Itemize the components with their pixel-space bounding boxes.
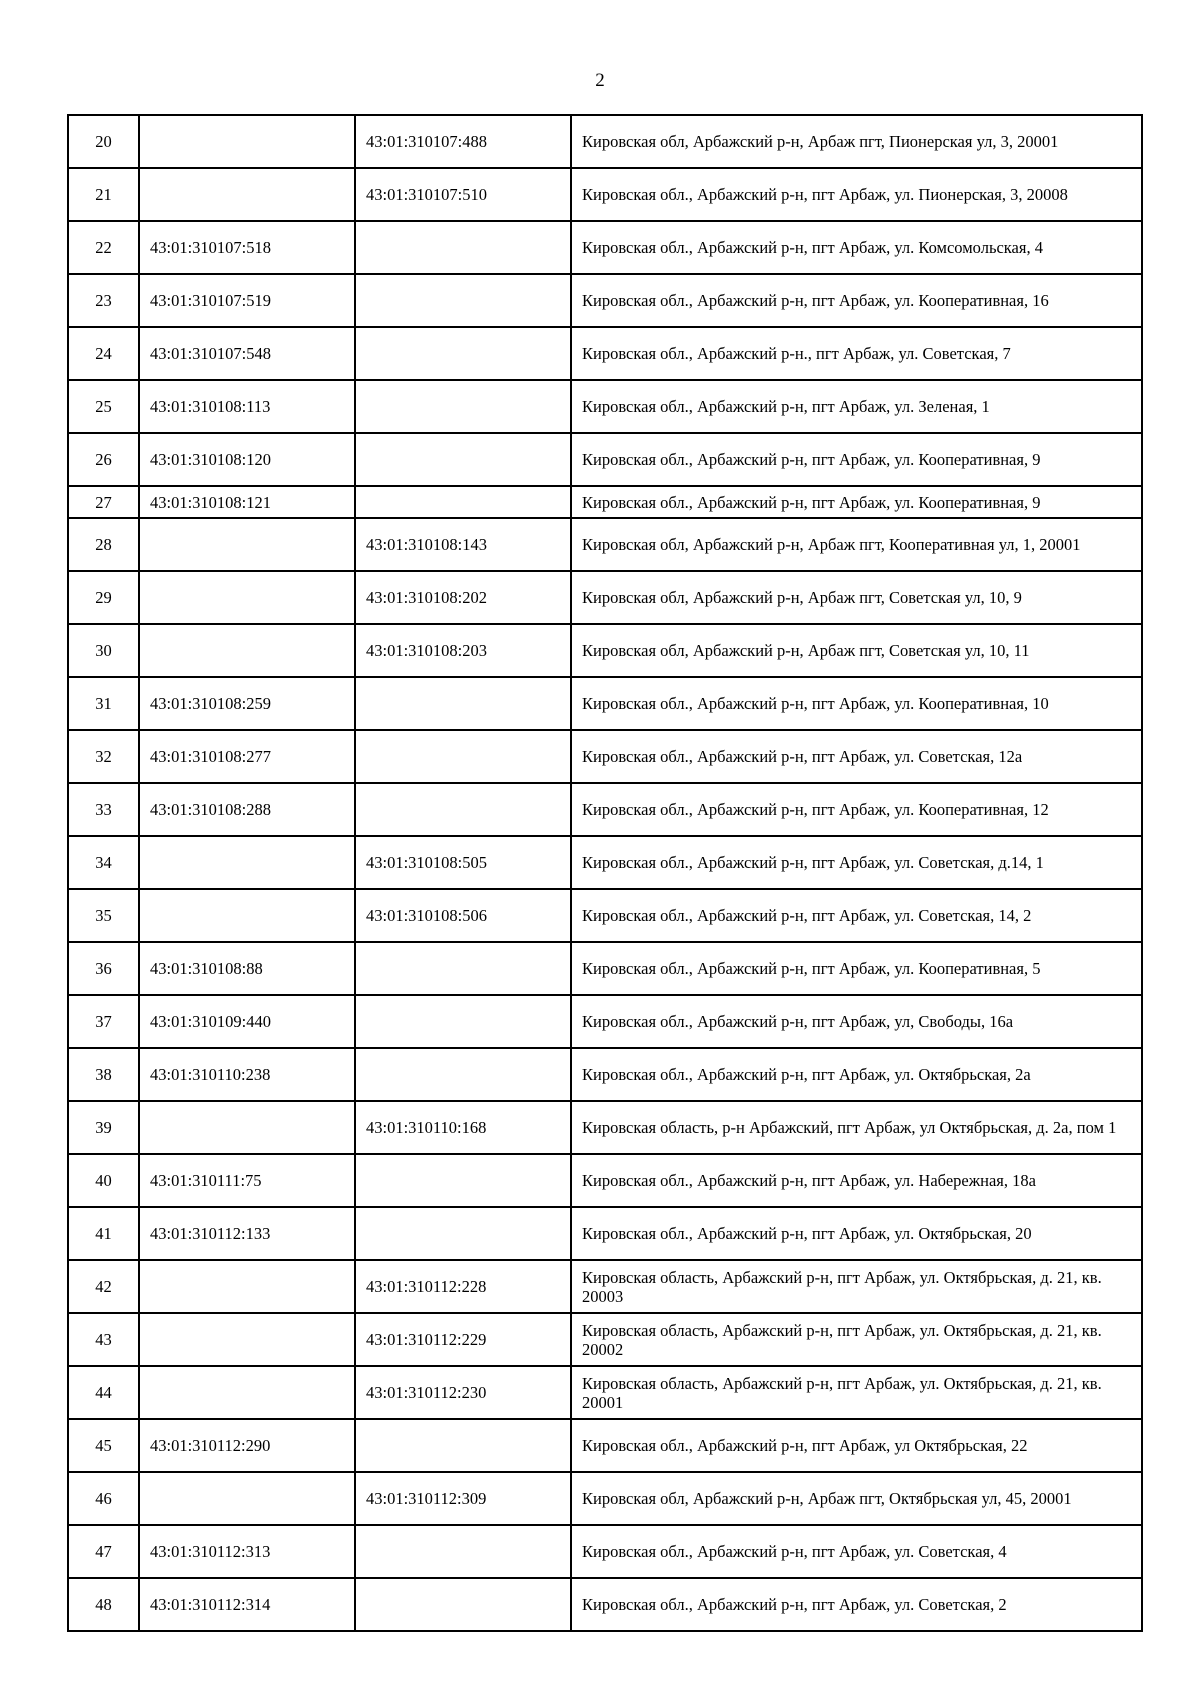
cadastral-land-number	[139, 1313, 355, 1366]
table-row	[68, 486, 1142, 518]
table-row	[68, 168, 1142, 221]
cadastral-land-number	[139, 624, 355, 677]
cadastral-object-number	[355, 1207, 571, 1260]
cadastral-object-number	[355, 1048, 571, 1101]
row-number: 43	[68, 1313, 139, 1366]
cadastral-land-number	[139, 889, 355, 942]
address-cell: Кировская обл., Арбажский р-н, пгт Арбаж, ул. Советская, д.14, 1	[571, 836, 1142, 889]
row-number: 32	[68, 730, 139, 783]
row-number: 36	[68, 942, 139, 995]
table-row	[68, 327, 1142, 380]
cadastral-object-number	[355, 274, 571, 327]
cadastral-object-number	[355, 677, 571, 730]
cadastral-object-number	[355, 1419, 571, 1472]
address-cell: Кировская обл., Арбажский р-н, пгт Арбаж, ул. Кооперативная, 9	[571, 486, 1142, 518]
row-number: 31	[68, 677, 139, 730]
cadastral-object-number	[355, 486, 571, 518]
row-number: 40	[68, 1154, 139, 1207]
table-row	[68, 836, 1142, 889]
cadastral-land-number	[139, 1260, 355, 1313]
registry-table	[67, 114, 1143, 1632]
cadastral-object-number	[355, 730, 571, 783]
address-cell: Кировская обл., Арбажский р-н, пгт Арбаж, ул. Кооперативная, 12	[571, 783, 1142, 836]
row-number: 41	[68, 1207, 139, 1260]
cadastral-object-number: 43:01:310107:510	[355, 168, 571, 221]
row-number: 48	[68, 1578, 139, 1631]
cadastral-object-number: 43:01:310108:202	[355, 571, 571, 624]
cadastral-land-number: 43:01:310107:548	[139, 327, 355, 380]
table-row	[68, 433, 1142, 486]
cadastral-land-number: 43:01:310108:88	[139, 942, 355, 995]
address-cell: Кировская обл., Арбажский р-н, пгт Арбаж, ул. Советская, 14, 2	[571, 889, 1142, 942]
cadastral-land-number: 43:01:310112:313	[139, 1525, 355, 1578]
table-row	[68, 1101, 1142, 1154]
cadastral-object-number: 43:01:310110:168	[355, 1101, 571, 1154]
cadastral-land-number: 43:01:310108:120	[139, 433, 355, 486]
cadastral-land-number: 43:01:310111:75	[139, 1154, 355, 1207]
table-row	[68, 518, 1142, 571]
table-row	[68, 1525, 1142, 1578]
table-row	[68, 624, 1142, 677]
row-number: 20	[68, 115, 139, 168]
row-number: 34	[68, 836, 139, 889]
cadastral-land-number	[139, 1472, 355, 1525]
table-row	[68, 995, 1142, 1048]
cadastral-object-number: 43:01:310112:230	[355, 1366, 571, 1419]
address-cell: Кировская обл., Арбажский р-н, пгт Арбаж, ул. Пионерская, 3, 20008	[571, 168, 1142, 221]
address-cell: Кировская обл., Арбажский р-н, пгт Арбаж, ул. Зеленая, 1	[571, 380, 1142, 433]
address-cell: Кировская обл, Арбажский р-н, Арбаж пгт, Пионерская ул, 3, 20001	[571, 115, 1142, 168]
address-cell: Кировская обл., Арбажский р-н, пгт Арбаж, ул. Кооперативная, 5	[571, 942, 1142, 995]
row-number: 27	[68, 486, 139, 518]
address-cell: Кировская область, Арбажский р-н, пгт Арбаж, ул. Октябрьская, д. 21, кв. 20002	[571, 1313, 1142, 1366]
cadastral-object-number	[355, 942, 571, 995]
row-number: 39	[68, 1101, 139, 1154]
table-row	[68, 730, 1142, 783]
address-cell: Кировская обл, Арбажский р-н, Арбаж пгт, Советская ул, 10, 11	[571, 624, 1142, 677]
row-number: 46	[68, 1472, 139, 1525]
row-number: 29	[68, 571, 139, 624]
cadastral-object-number: 43:01:310112:229	[355, 1313, 571, 1366]
cadastral-land-number: 43:01:310112:290	[139, 1419, 355, 1472]
address-cell: Кировская обл., Арбажский р-н, пгт Арбаж, ул. Советская, 12а	[571, 730, 1142, 783]
address-cell: Кировская обл., Арбажский р-н, пгт Арбаж, ул. Комсомольская, 4	[571, 221, 1142, 274]
table-row	[68, 571, 1142, 624]
cadastral-land-number: 43:01:310108:259	[139, 677, 355, 730]
address-cell: Кировская обл, Арбажский р-н, Арбаж пгт, Кооперативная ул, 1, 20001	[571, 518, 1142, 571]
table-row	[68, 274, 1142, 327]
cadastral-object-number	[355, 1154, 571, 1207]
table-row	[68, 1154, 1142, 1207]
cadastral-object-number: 43:01:310107:488	[355, 115, 571, 168]
cadastral-object-number	[355, 1578, 571, 1631]
row-number: 37	[68, 995, 139, 1048]
cadastral-land-number	[139, 168, 355, 221]
cadastral-land-number	[139, 115, 355, 168]
row-number: 28	[68, 518, 139, 571]
cadastral-object-number: 43:01:310108:505	[355, 836, 571, 889]
address-cell: Кировская обл, Арбажский р-н, Арбаж пгт, Советская ул, 10, 9	[571, 571, 1142, 624]
address-cell: Кировская область, Арбажский р-н, пгт Арбаж, ул. Октябрьская, д. 21, кв. 20001	[571, 1366, 1142, 1419]
table-row	[68, 221, 1142, 274]
row-number: 38	[68, 1048, 139, 1101]
address-cell: Кировская обл., Арбажский р-н, пгт Арбаж, ул. Кооперативная, 9	[571, 433, 1142, 486]
address-cell: Кировская область, Арбажский р-н, пгт Арбаж, ул. Октябрьская, д. 21, кв. 20003	[571, 1260, 1142, 1313]
address-cell: Кировская обл., Арбажский р-н, пгт Арбаж, ул. Кооперативная, 16	[571, 274, 1142, 327]
cadastral-object-number	[355, 783, 571, 836]
cadastral-object-number	[355, 327, 571, 380]
address-cell: Кировская обл, Арбажский р-н, Арбаж пгт, Октябрьская ул, 45, 20001	[571, 1472, 1142, 1525]
row-number: 44	[68, 1366, 139, 1419]
cadastral-object-number	[355, 380, 571, 433]
table-row	[68, 115, 1142, 168]
address-cell: Кировская область, р-н Арбажский, пгт Арбаж, ул Октябрьская, д. 2а, пом 1	[571, 1101, 1142, 1154]
address-cell: Кировская обл., Арбажский р-н., пгт Арбаж, ул. Советская, 7	[571, 327, 1142, 380]
row-number: 45	[68, 1419, 139, 1472]
address-cell: Кировская обл., Арбажский р-н, пгт Арбаж, ул, Свободы, 16а	[571, 995, 1142, 1048]
table-row	[68, 380, 1142, 433]
cadastral-object-number	[355, 1525, 571, 1578]
cadastral-object-number: 43:01:310112:228	[355, 1260, 571, 1313]
address-cell: Кировская обл., Арбажский р-н, пгт Арбаж, ул. Октябрьская, 20	[571, 1207, 1142, 1260]
cadastral-land-number: 43:01:310108:288	[139, 783, 355, 836]
cadastral-object-number: 43:01:310112:309	[355, 1472, 571, 1525]
table-row	[68, 1366, 1142, 1419]
address-cell: Кировская обл., Арбажский р-н, пгт Арбаж, ул. Кооперативная, 10	[571, 677, 1142, 730]
cadastral-object-number	[355, 221, 571, 274]
cadastral-land-number	[139, 1366, 355, 1419]
row-number: 23	[68, 274, 139, 327]
row-number: 47	[68, 1525, 139, 1578]
cadastral-land-number	[139, 836, 355, 889]
cadastral-object-number: 43:01:310108:506	[355, 889, 571, 942]
cadastral-object-number: 43:01:310108:203	[355, 624, 571, 677]
cadastral-land-number: 43:01:310108:121	[139, 486, 355, 518]
cadastral-land-number: 43:01:310112:314	[139, 1578, 355, 1631]
row-number: 21	[68, 168, 139, 221]
cadastral-land-number: 43:01:310108:277	[139, 730, 355, 783]
table-row	[68, 889, 1142, 942]
row-number: 30	[68, 624, 139, 677]
address-cell: Кировская обл., Арбажский р-н, пгт Арбаж, ул. Советская, 4	[571, 1525, 1142, 1578]
table-row	[68, 942, 1142, 995]
row-number: 42	[68, 1260, 139, 1313]
cadastral-land-number	[139, 571, 355, 624]
table-row	[68, 1313, 1142, 1366]
cadastral-land-number: 43:01:310107:519	[139, 274, 355, 327]
table-row	[68, 1260, 1142, 1313]
table-row	[68, 1578, 1142, 1631]
row-number: 24	[68, 327, 139, 380]
row-number: 33	[68, 783, 139, 836]
cadastral-object-number: 43:01:310108:143	[355, 518, 571, 571]
cadastral-object-number	[355, 995, 571, 1048]
table-row	[68, 1207, 1142, 1260]
cadastral-land-number	[139, 1101, 355, 1154]
table-row	[68, 1048, 1142, 1101]
cadastral-land-number: 43:01:310108:113	[139, 380, 355, 433]
row-number: 26	[68, 433, 139, 486]
row-number: 35	[68, 889, 139, 942]
table-row	[68, 1419, 1142, 1472]
table-row	[68, 1472, 1142, 1525]
table-row	[68, 677, 1142, 730]
page-number: 2	[595, 70, 605, 91]
row-number: 25	[68, 380, 139, 433]
cadastral-land-number	[139, 518, 355, 571]
cadastral-land-number: 43:01:310112:133	[139, 1207, 355, 1260]
address-cell: Кировская обл., Арбажский р-н, пгт Арбаж, ул. Набережная, 18а	[571, 1154, 1142, 1207]
cadastral-land-number: 43:01:310109:440	[139, 995, 355, 1048]
cadastral-land-number: 43:01:310107:518	[139, 221, 355, 274]
table-row	[68, 783, 1142, 836]
cadastral-object-number	[355, 433, 571, 486]
address-cell: Кировская обл., Арбажский р-н, пгт Арбаж, ул. Советская, 2	[571, 1578, 1142, 1631]
row-number: 22	[68, 221, 139, 274]
address-cell: Кировская обл., Арбажский р-н, пгт Арбаж, ул. Октябрьская, 2а	[571, 1048, 1142, 1101]
registry-table-body	[68, 115, 1142, 1631]
cadastral-land-number: 43:01:310110:238	[139, 1048, 355, 1101]
address-cell: Кировская обл., Арбажский р-н, пгт Арбаж, ул Октябрьская, 22	[571, 1419, 1142, 1472]
